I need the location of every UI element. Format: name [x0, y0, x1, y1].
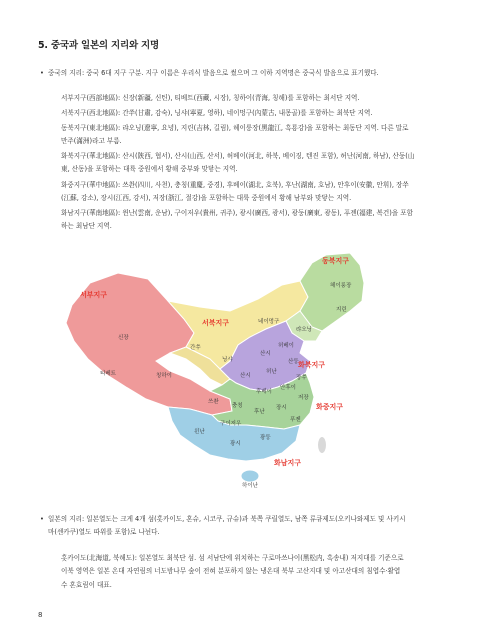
map-label-north: 화북지구 [298, 361, 326, 369]
map-label-jiangsu: 장쑤 [296, 375, 307, 381]
map-label-chongqing: 충칭 [232, 403, 243, 409]
bullet-text [48, 513, 406, 540]
china-regions-map [60, 249, 432, 493]
map-label-jilin: 지린 [336, 307, 347, 313]
map-label-neimenggu: 네이멍구 [258, 319, 280, 325]
bullet-line: 마(센카쿠)열도 따위를 포함)로 나뉜다. [48, 528, 160, 537]
section-title: 5. 중국과 일본의 지리와 지명 [38, 40, 159, 51]
region-line: (江蘇, 강소), 장시(江西, 강서), 저장(浙江, 절강)을 포함하는 대륙 중원에서 황해 남부와 맞닿는 지역. [61, 194, 352, 203]
map-area-taiwan [318, 437, 326, 453]
region-line: 동북지구(東北地區): 랴오닝(遼寧, 요녕), 지린(吉林, 길림), 헤이룽장(黑龍江, 흑룡강)을 포함하는 최동단 지역. 다른 말로 [61, 124, 409, 132]
map-label-liaoning: 랴오닝 [296, 327, 312, 333]
region-line: 화중지구(華中地區): 쓰촨(四川, 사천), 충칭(重慶, 중경), 후베이(湖北, 호북), 후난(湖南, 호남), 안후이(安徽, 안휘), 장쑤 [61, 181, 409, 189]
region-line: 화북지구(華北地區): 산시(陝西, 협서), 산시(山西, 산서), 허베이(河北, 하북, 베이징, 텐진 포함), 허난(河南, 하남), 산둥(山 [61, 152, 415, 160]
region-west-description [61, 92, 461, 105]
map-label-henan: 허난 [266, 369, 277, 375]
map-area-hainan [241, 470, 259, 482]
map-label-gansu: 간쑤 [190, 345, 201, 351]
map-label-qinghai: 칭하이 [156, 373, 172, 379]
region-line: 만주(滿洲)라고 부름. [61, 137, 122, 146]
map-label-guizhou: 구이저우 [220, 421, 242, 427]
map-label-ningxia: 닝샤 [222, 357, 233, 363]
region-line: 서부지구(西部地區): 신장(新疆, 신틴), 티베트(西藏, 시장), 칭하이(青海, 칭해)를 포함하는 최서단 지역. [61, 94, 360, 102]
map-label-sichuan: 쓰촨 [208, 399, 219, 405]
map-label-tibet: 티베트 [100, 371, 116, 377]
map-label-hubei: 후베이 [256, 389, 272, 395]
region-south-description [61, 207, 461, 234]
page-number: 8 [38, 611, 43, 619]
paragraph-line: 이북 영역은 일본 온대 자연림의 너도밤나무 숲이 전혀 분포하지 않는 냉온대 북부 고산지대 및 아고산대의 침엽수·활엽 [61, 567, 401, 576]
bullet-text: 중국의 지리: 중국 6대 지구 구분. 지구 이름은 우리식 발음으로 썼으며 그 이하 지역명은 중국식 발음으로 표기했다. [48, 69, 379, 77]
region-north-description [61, 150, 461, 177]
map-label-shandong: 산둥 [288, 359, 299, 365]
paragraph-line: 수 혼효림이 대표. [61, 580, 112, 589]
region-line: 하는 최남단 지역. [61, 222, 112, 231]
bullet-dot: • [40, 515, 44, 523]
map-label-hainan: 하이난 [242, 483, 258, 489]
map-label-guangdong: 광둥 [260, 435, 271, 441]
bullet-line: 일본의 지리: 일본열도는 크게 4개 섬(홋카이도, 혼슈, 시코쿠, 규슈)과 북쪽 쿠릴열도, 남쪽 류큐제도(오키나와제도 및 사키시 [48, 515, 406, 523]
region-line: 東, 산동)을 포함하는 대륙 중원에서 황해 중부와 맞닿는 지역. [61, 165, 238, 174]
map-label-yunnan: 윈난 [194, 429, 205, 435]
map-label-northwest: 서북지구 [202, 319, 230, 327]
region-northeast-description [61, 122, 461, 149]
hokkaido-description [61, 552, 471, 592]
region-central-description [61, 179, 461, 206]
map-label-hunan: 후난 [254, 409, 265, 415]
map-label-shanxi-east: 산시 [260, 351, 271, 357]
map-label-northeast: 동북지구 [322, 257, 350, 265]
map-label-zhejiang: 저장 [298, 395, 309, 401]
map-label-anhui: 안후이 [280, 385, 296, 391]
map-label-central: 화중지구 [316, 403, 344, 411]
map-label-heilongjiang: 헤이룽장 [330, 283, 352, 289]
region-northwest-description [61, 107, 461, 120]
map-label-south: 화남지구 [274, 459, 302, 467]
map-label-xinjiang: 신장 [118, 335, 129, 341]
map-label-guangxi: 광시 [230, 441, 241, 447]
region-line: 화남지구(華南地區): 윈난(雲南, 운남), 구이저우(貴州, 귀주), 광시(廣西, 광서), 광둥(廣東, 광동), 푸젠(福建, 복건)을 포함 [61, 209, 414, 217]
map-label-jiangxi: 장시 [276, 405, 287, 411]
map-label-fujian: 푸젠 [290, 417, 301, 423]
map-label-hebei: 허베이 [278, 343, 294, 349]
bullet-dot: • [40, 69, 44, 77]
map-label-shaanxi: 산시 [240, 373, 251, 379]
map-label-west: 서부지구 [80, 291, 108, 299]
region-line: 서북지구(西北地區): 간쑤(甘肅, 감숙), 닝샤(寧夏, 영하), 네이멍구(內蒙古, 내몽골)를 포함하는 최북단 지역. [61, 109, 373, 117]
paragraph-line: 홋카이도(北海道, 북해도): 일본열도 최북단 섬. 섬 서남단에 위치하는 구로마쓰나이(黑松内, 흑송내) 저지대를 기준으로 [61, 554, 404, 562]
